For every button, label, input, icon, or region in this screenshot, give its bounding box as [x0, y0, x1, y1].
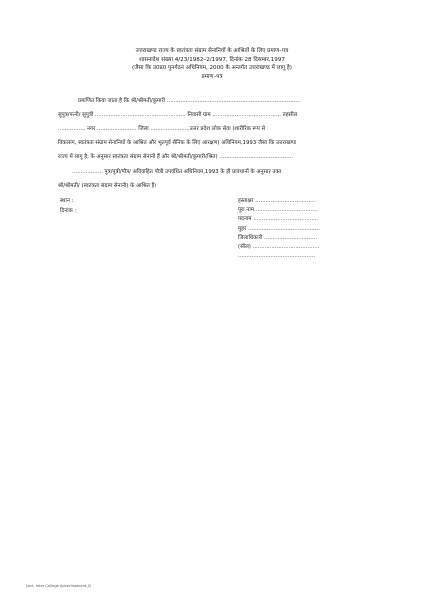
date-label: दिनांक : [60, 208, 77, 214]
signature-field: हस्ताक्षर ................................... [238, 198, 316, 204]
blank-field: ............................................. [238, 253, 316, 259]
header-certificate-label: प्रमाण–पत्र [201, 73, 223, 80]
district-magistrate-field: जिलाधिकारी ............................... [238, 235, 318, 241]
body-line-7: श्री/श्रीमती/ (स्वतंत्रता संग्राम सेनानी) के आश्रित हैं। [58, 183, 157, 189]
body-line-2: सुपुत्र/पत्नी/ सुपुत्री ..................................................... निवासी ग्राम ........................................ तहसील [58, 112, 298, 118]
designation-field: पदनाम ...................................... [238, 216, 319, 222]
header-act-note: (जैसा कि उ0प्र0 पुनर्गठन अधिनियम, 2000 के अन्तर्गत उत्तराखण्ड में लागू है) [132, 65, 292, 72]
certificate-header [88, 47, 336, 81]
seal-field: (सील) ....................................... [238, 244, 320, 250]
full-name-field: पूरा नाम..................................... [238, 207, 318, 213]
body-line-1: प्रमाणित किया जाता है कि श्री/श्रीमती/कुमारी .............................................................................. [78, 98, 301, 104]
body-line-4: विकलांग, स्वतंत्रता संग्राम सेनानियों के आश्रित और भूतपूर्व सैनिक के लिए आरक्षण) अधिनियम,1993 जैसा कि उत्तराखण्ड [58, 140, 297, 146]
body-line-6: .................. पुत्र/पुत्री/पौत्र/ अविवाहित पौत्री उपवंधित अधिनियम,1993 के ही प्रावधानों के अनुसार उक्त [72, 169, 282, 175]
stamp-field: मुहर .......................................... [238, 226, 320, 232]
header-title: उत्तराखण्ड राज्य के स्वतंत्रता संग्राम सेनानियों के आश्रितों के लिए प्रमाण–पत्र [135, 48, 289, 54]
header-order-number: शासनादेश संख्या 4/23/1982–2/1997, दिनांक 28 दिसम्बर,1997 [139, 56, 285, 63]
footer-note: Lect. Inter College Advertisement_D [26, 584, 91, 588]
place-label: स्थान : [60, 198, 74, 204]
body-line-5: राज्य में लागू है, के अनुसार स्वतंत्रता संग्राम सेनानी हैं और श्री/श्रीमती/कुमारी(श्रित) ........................................... [58, 154, 293, 160]
body-line-3: ................ नगर ....................... जिला .......................उत्तर प्रदेश लोक सेवा (शारीरिक रूप से [58, 126, 266, 132]
